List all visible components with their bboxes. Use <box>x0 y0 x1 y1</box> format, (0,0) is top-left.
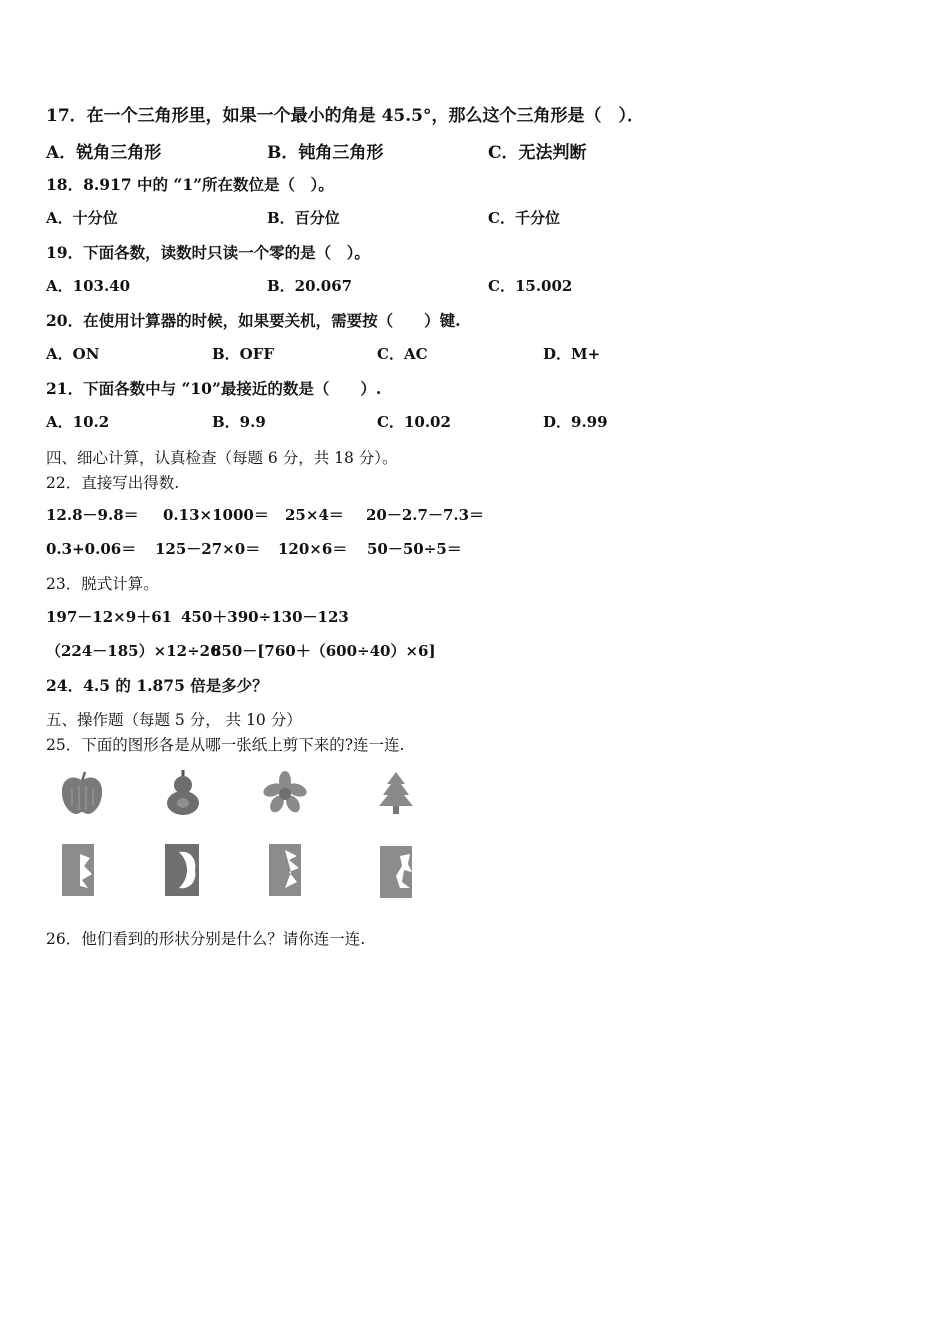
q21-stem: 21．下面各数中与 “10”最接近的数是（ ）. <box>46 379 382 398</box>
q22-item-2: 0.13×1000＝ <box>163 506 269 524</box>
q20-option-a[interactable]: A．ON <box>46 345 100 363</box>
q22-stem: 22．直接写出得数. <box>46 474 180 492</box>
section-4-heading: 四、细心计算，认真检查（每题 6 分，共 18 分）。 <box>46 449 398 467</box>
q19-stem: 19．下面各数，读数时只读一个零的是（ ）。 <box>46 243 370 262</box>
paper-cut-4-image[interactable] <box>378 842 414 900</box>
paper-cut-3-image[interactable] <box>267 842 303 898</box>
q21-option-c[interactable]: C．10.02 <box>377 413 451 431</box>
q18-stem: 18．8.917 中的 “1”所在数位是（ ）。 <box>46 175 334 194</box>
paper-cut-2-image[interactable] <box>163 842 201 898</box>
tree-shape-image[interactable] <box>376 770 416 816</box>
q25-stem: 25．下面的图形各是从哪一张纸上剪下来的?连一连. <box>46 736 405 754</box>
q22-item-7: 120×6＝ <box>278 540 348 558</box>
q22-item-6: 125－27×0＝ <box>155 540 261 558</box>
q18-option-b[interactable]: B．百分位 <box>267 209 340 227</box>
flower-shape-image[interactable] <box>262 770 308 814</box>
apple-shape-image[interactable] <box>58 770 106 816</box>
q19-option-a[interactable]: A．103.40 <box>46 277 131 295</box>
q23-expr-2: 450＋390÷130－123 <box>181 608 349 626</box>
q19-option-b[interactable]: B．20.067 <box>267 277 353 295</box>
q17-option-c[interactable]: C．无法判断 <box>488 143 587 163</box>
q20-stem: 20．在使用计算器的时候，如果要关机，需要按（ ）键. <box>46 311 461 330</box>
q18-option-a[interactable]: A．十分位 <box>46 209 118 227</box>
q19-option-c[interactable]: C．15.002 <box>488 277 573 295</box>
q22-item-8: 50－50÷5＝ <box>367 540 462 558</box>
q22-item-5: 0.3+0.06＝ <box>46 540 137 558</box>
q20-option-c[interactable]: C．AC <box>377 345 428 363</box>
q24-stem: 24．4.5 的 1.875 倍是多少？ <box>46 676 268 695</box>
q23-stem: 23．脱式计算。 <box>46 575 159 593</box>
q21-option-b[interactable]: B．9.9 <box>212 413 266 431</box>
q17-stem: 17．在一个三角形里，如果一个最小的角是 45.5°，那么这个三角形是（ ）． <box>46 106 644 126</box>
q20-option-b[interactable]: B．OFF <box>212 345 275 363</box>
q22-item-4: 20－2.7－7.3＝ <box>366 506 485 524</box>
q22-item-3: 25×4＝ <box>285 506 344 524</box>
q21-option-d[interactable]: D．9.99 <box>543 413 608 431</box>
section-5-heading: 五、操作题（每题 5 分， 共 10 分） <box>46 711 302 729</box>
q22-item-1: 12.8－9.8＝ <box>46 506 139 524</box>
q23-expr-4: 850－[760＋（600÷40）×6] <box>211 642 436 660</box>
q23-expr-1: 197－12×9＋61 <box>46 608 173 626</box>
q21-option-a[interactable]: A．10.2 <box>46 413 110 431</box>
q26-stem: 26．他们看到的形状分别是什么？请你连一连. <box>46 930 366 948</box>
paper-cut-1-image[interactable] <box>60 842 96 898</box>
q20-option-d[interactable]: D．M+ <box>543 345 601 363</box>
q17-option-a[interactable]: A．锐角三角形 <box>46 143 162 163</box>
q23-expr-3: （224－185）×12÷26 <box>46 642 221 660</box>
q18-option-c[interactable]: C．千分位 <box>488 209 560 227</box>
gourd-shape-image[interactable] <box>162 767 204 817</box>
q17-option-b[interactable]: B．钝角三角形 <box>267 143 384 163</box>
